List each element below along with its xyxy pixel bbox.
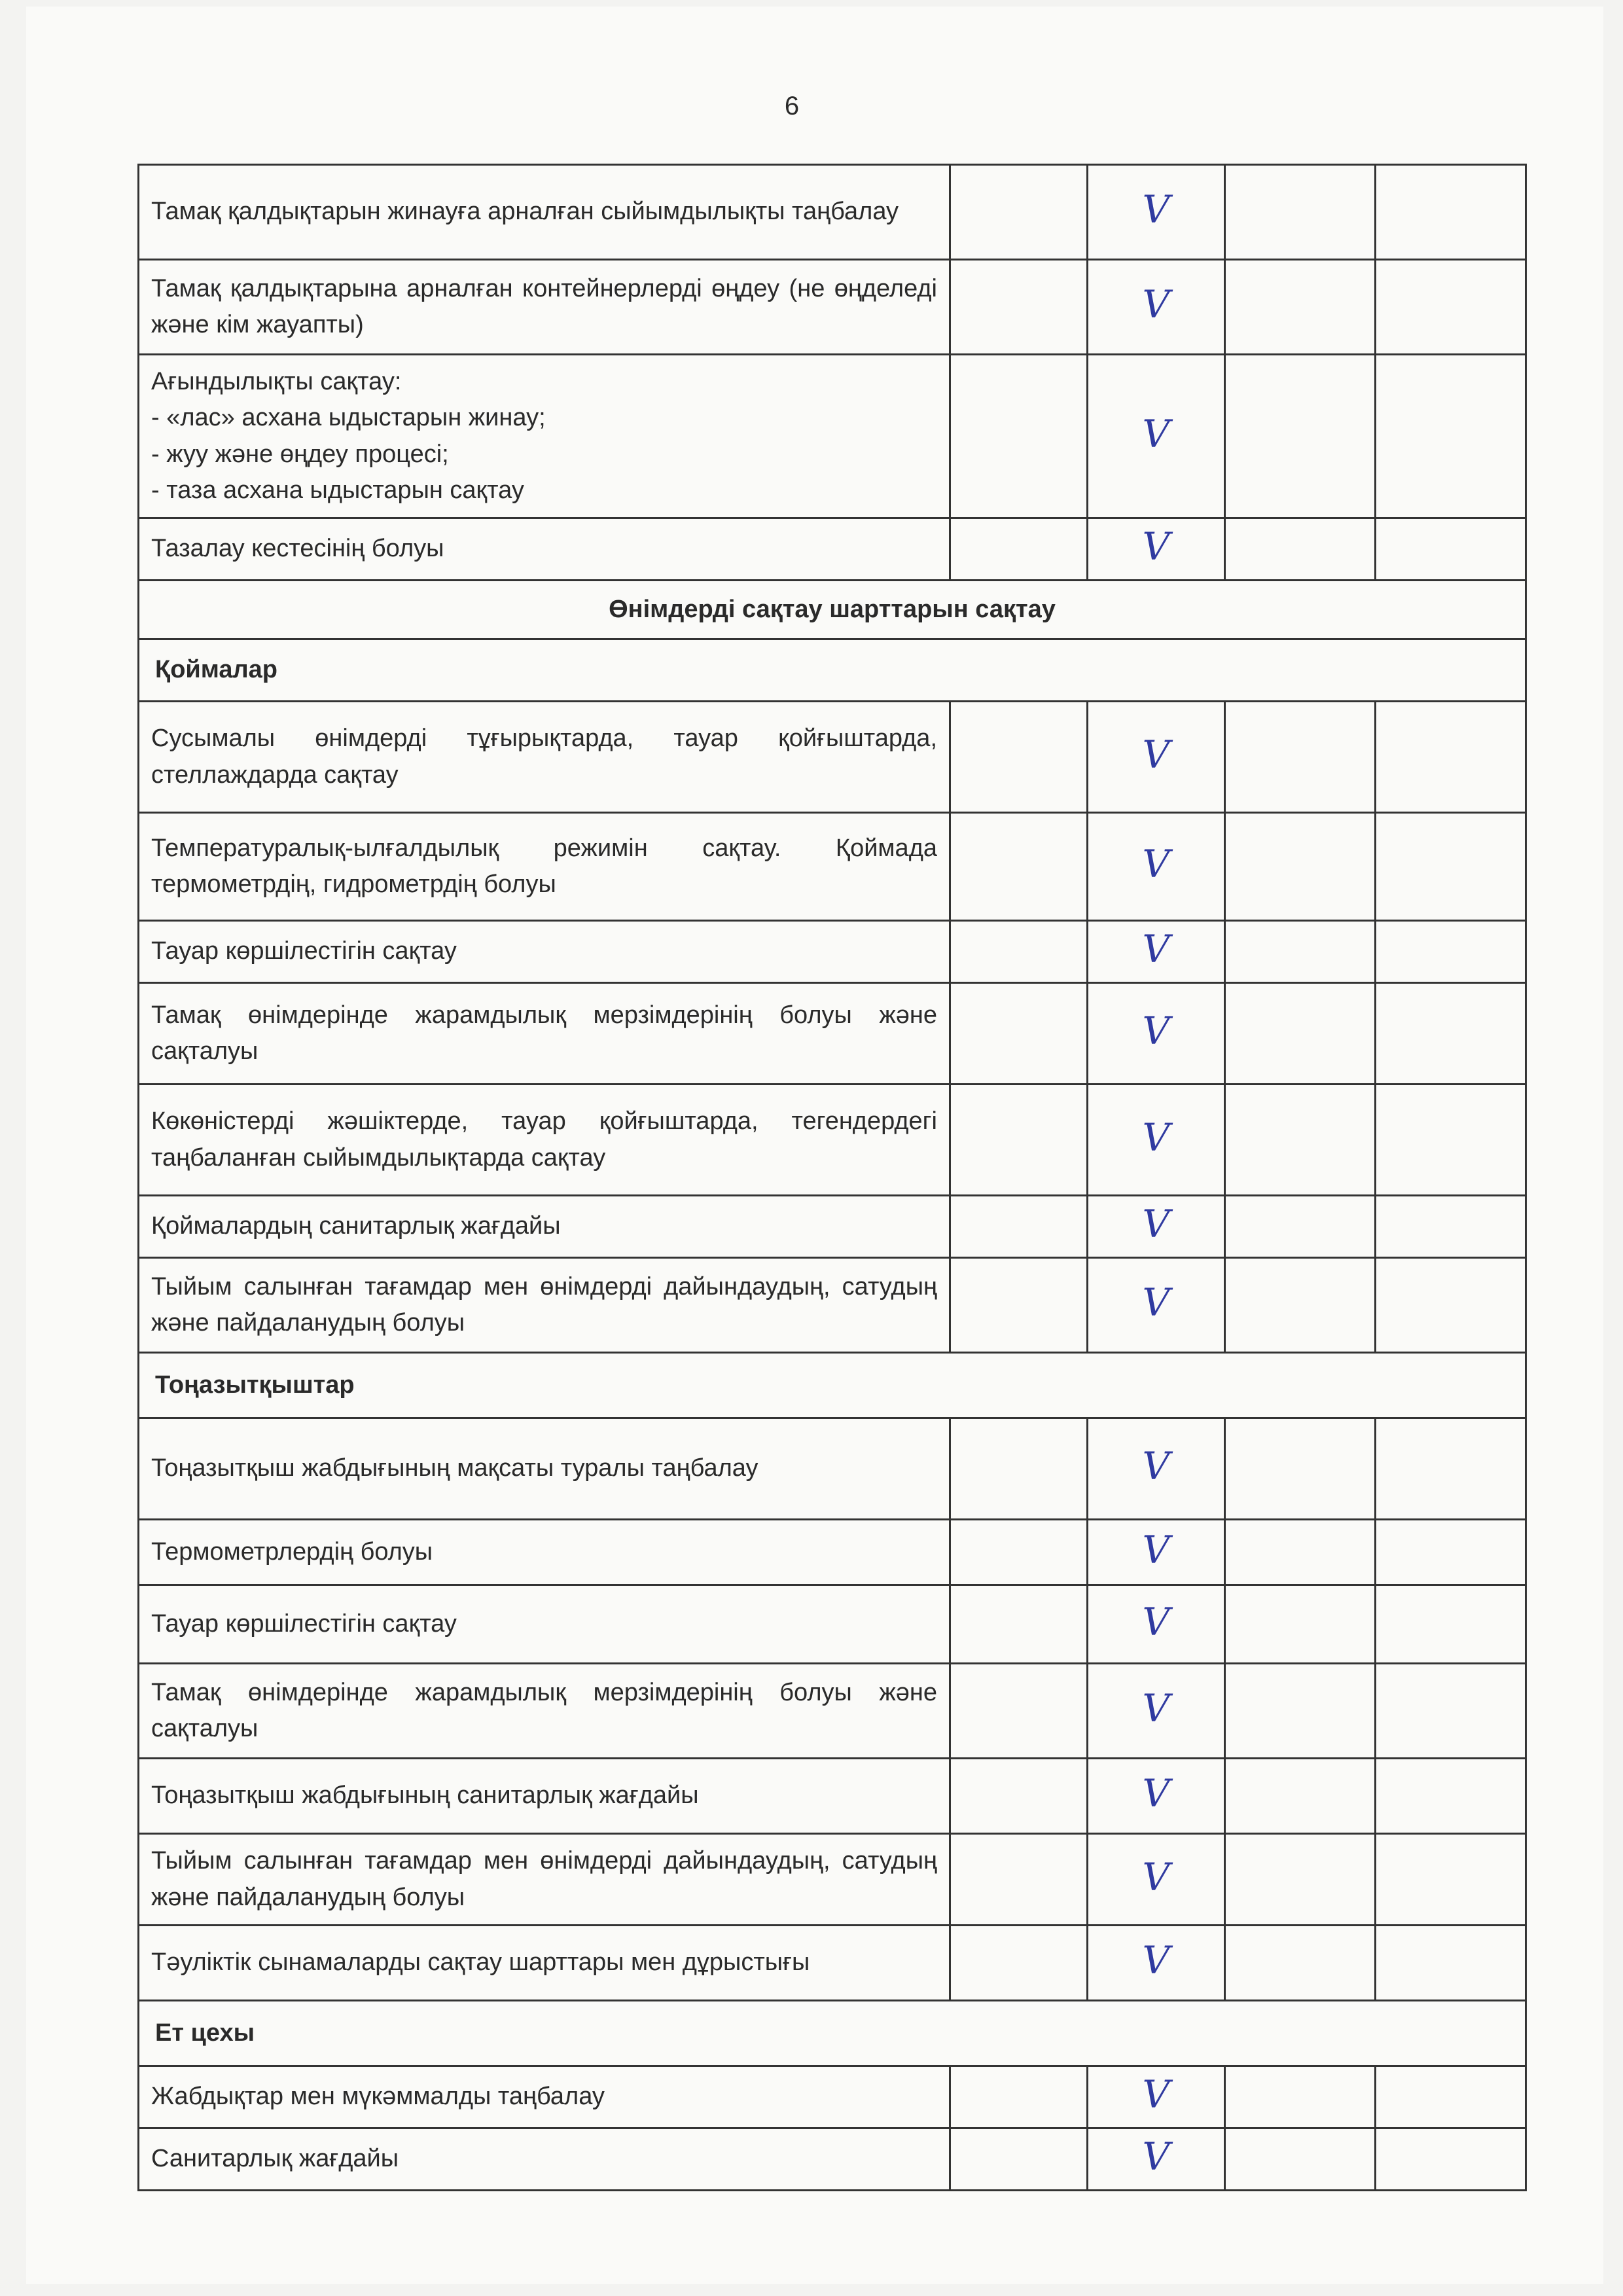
empty-cell (1376, 2128, 1526, 2191)
requirement-text: Қоймалардың санитарлық жағдайы (151, 1212, 561, 1240)
handwritten-check-mark: V (1142, 1599, 1170, 1644)
requirement-text: Көкөністерді жәшіктерде, тауар қойғыштарда, тегендердегі таңбаланған сыйымдылықтарда сақтау (151, 1107, 937, 1172)
empty-cell (950, 2066, 1088, 2128)
empty-cell (1376, 165, 1526, 260)
empty-cell (950, 518, 1088, 581)
empty-cell (950, 813, 1088, 921)
compliance-cell (1088, 1926, 1225, 2001)
handwritten-check-mark: V (1142, 1009, 1170, 1054)
handwritten-check-mark: V (1142, 1771, 1170, 1816)
table-row (139, 1759, 1526, 1834)
empty-cell (1376, 1258, 1526, 1353)
compliance-cell (1088, 2128, 1225, 2191)
table-row (139, 1196, 1526, 1258)
empty-cell (950, 1196, 1088, 1258)
compliance-cell (1088, 983, 1225, 1085)
empty-cell (1376, 355, 1526, 518)
table-row (139, 2066, 1526, 2128)
handwritten-check-mark: V (1142, 411, 1170, 456)
empty-cell (1225, 1926, 1376, 2001)
requirement-text: Тамақ қалдықтарын жинауға арналған сыйымдылықты таңбалау (151, 198, 899, 226)
requirement-text: Тауар көршілестігін сақтау (151, 1609, 457, 1638)
handwritten-check-mark: V (1142, 282, 1170, 327)
table-row (139, 1258, 1526, 1353)
empty-cell (1376, 813, 1526, 921)
handwritten-check-mark: V (1142, 1115, 1170, 1160)
compliance-cell (1088, 165, 1225, 260)
requirement-text: Тамақ өнімдерінде жарамдылық мерзімдерінің болуы және сақталуы (151, 1678, 937, 1742)
handwritten-check-mark: V (1142, 1686, 1170, 1731)
requirement-cell (139, 1418, 950, 1520)
requirement-cell (139, 983, 950, 1085)
requirement-text: Тоңазытқыш жабдығының мақсаты туралы таңбалау (151, 1454, 758, 1482)
compliance-cell (1088, 813, 1225, 921)
empty-cell (950, 1926, 1088, 2001)
subsection-title: Ет цехы (139, 2001, 1526, 2066)
compliance-cell (1088, 1085, 1225, 1196)
requirement-cell (139, 921, 950, 983)
empty-cell (950, 1520, 1088, 1585)
empty-cell (1225, 2128, 1376, 2191)
empty-cell (1376, 518, 1526, 581)
subsection-header-row (139, 2001, 1526, 2066)
table-row (139, 983, 1526, 1085)
compliance-cell (1088, 702, 1225, 813)
empty-cell (1225, 1664, 1376, 1759)
requirement-text: Тамақ қалдықтарына арналған контейнерлерді өңдеу (не өңделеді және кім жауапты) (151, 274, 937, 338)
requirement-text: Температуралық-ылғалдылық режимін сақтау. Қоймада термометрдің, гидрометрдің болуы (151, 834, 937, 898)
empty-cell (1225, 1258, 1376, 1353)
table-row (139, 1664, 1526, 1759)
table-row (139, 1926, 1526, 2001)
requirement-text: - таза асхана ыдыстарын сақтау (151, 476, 524, 504)
handwritten-check-mark: V (1142, 1202, 1170, 1247)
requirement-cell (139, 1926, 950, 2001)
requirement-cell (139, 1258, 950, 1353)
empty-cell (1376, 1418, 1526, 1520)
empty-cell (1225, 355, 1376, 518)
subsection-header-row (139, 1353, 1526, 1418)
empty-cell (950, 921, 1088, 983)
table-row (139, 702, 1526, 813)
empty-cell (1225, 1585, 1376, 1664)
empty-cell (1376, 1520, 1526, 1585)
handwritten-check-mark: V (1142, 2134, 1170, 2179)
table-row (139, 260, 1526, 355)
requirement-text: Ағындылықты сақтау: (151, 368, 402, 396)
requirement-text: Тыйым салынған тағамдар мен өнімдерді дайындаудың, сатудың және пайдаланудың болуы (151, 1847, 937, 1911)
requirement-text: Жабдықтар мен мүкәммалды таңбалау (151, 2083, 605, 2111)
compliance-cell (1088, 260, 1225, 355)
empty-cell (950, 260, 1088, 355)
compliance-cell (1088, 1258, 1225, 1353)
compliance-cell (1088, 921, 1225, 983)
requirement-cell (139, 1196, 950, 1258)
empty-cell (1225, 260, 1376, 355)
requirement-text: Тазалау кестесінің болуы (151, 535, 444, 563)
handwritten-check-mark: V (1142, 187, 1170, 232)
compliance-cell (1088, 355, 1225, 518)
empty-cell (1376, 983, 1526, 1085)
empty-cell (1376, 1834, 1526, 1926)
requirement-cell (139, 2128, 950, 2191)
inspection-checklist-table (137, 164, 1527, 2191)
table-row (139, 1834, 1526, 1926)
empty-cell (950, 1664, 1088, 1759)
requirement-cell (139, 813, 950, 921)
empty-cell (950, 1759, 1088, 1834)
subsection-title: Тоңазытқыштар (139, 1353, 1526, 1418)
table-row (139, 921, 1526, 983)
requirement-cell (139, 1520, 950, 1585)
empty-cell (1225, 1085, 1376, 1196)
compliance-cell (1088, 1196, 1225, 1258)
empty-cell (1225, 1520, 1376, 1585)
requirement-cell (139, 2066, 950, 2128)
empty-cell (950, 1258, 1088, 1353)
empty-cell (950, 1834, 1088, 1926)
compliance-cell (1088, 1418, 1225, 1520)
subsection-header-row (139, 639, 1526, 702)
empty-cell (1376, 2066, 1526, 2128)
requirement-text: - «лас» асхана ыдыстарын жинау; (151, 404, 546, 432)
empty-cell (1225, 1196, 1376, 1258)
compliance-cell (1088, 1759, 1225, 1834)
empty-cell (1225, 1834, 1376, 1926)
empty-cell (1376, 1196, 1526, 1258)
requirement-text: Тәуліктік сынамаларды сақтау шарттары мен дұрыстығы (151, 1948, 810, 1977)
empty-cell (1225, 1759, 1376, 1834)
empty-cell (950, 1085, 1088, 1196)
table-row (139, 1585, 1526, 1664)
handwritten-check-mark: V (1142, 1527, 1170, 1572)
requirement-cell (139, 260, 950, 355)
requirement-text: Сусымалы өнімдерді тұғырықтарда, тауар қойғыштарда, стеллаждарда сақтау (151, 725, 937, 789)
compliance-cell (1088, 2066, 1225, 2128)
requirement-cell (139, 518, 950, 581)
compliance-cell (1088, 1585, 1225, 1664)
empty-cell (1376, 921, 1526, 983)
handwritten-check-mark: V (1142, 842, 1170, 887)
table-row (139, 355, 1526, 518)
section-title: Өнімдерді сақтау шарттарын сақтау (139, 581, 1526, 639)
table-row (139, 1085, 1526, 1196)
checklist-body (139, 165, 1526, 2191)
empty-cell (1376, 1926, 1526, 2001)
table-row (139, 1520, 1526, 1585)
requirement-cell (139, 1085, 950, 1196)
requirement-cell (139, 355, 950, 518)
handwritten-check-mark: V (1142, 1280, 1170, 1325)
empty-cell (1225, 2066, 1376, 2128)
empty-cell (950, 165, 1088, 260)
requirement-cell (139, 165, 950, 260)
empty-cell (1225, 813, 1376, 921)
table-row (139, 2128, 1526, 2191)
requirement-text: Термометрлердің болуы (151, 1537, 433, 1566)
handwritten-check-mark: V (1142, 2072, 1170, 2117)
page-number: 6 (784, 92, 800, 120)
requirement-text: Тамақ өнімдерінде жарамдылық мерзімдерінің болуы және сақталуы (151, 1001, 937, 1065)
empty-cell (950, 2128, 1088, 2191)
empty-cell (1376, 260, 1526, 355)
section-header-row (139, 581, 1526, 639)
table-row (139, 813, 1526, 921)
compliance-cell (1088, 1520, 1225, 1585)
requirement-cell (139, 1664, 950, 1759)
compliance-cell (1088, 1664, 1225, 1759)
empty-cell (1225, 1418, 1376, 1520)
empty-cell (1376, 1759, 1526, 1834)
handwritten-check-mark: V (1142, 1938, 1170, 1983)
empty-cell (1225, 165, 1376, 260)
requirement-text: Санитарлық жағдайы (151, 2145, 399, 2173)
compliance-cell (1088, 1834, 1225, 1926)
handwritten-check-mark: V (1142, 1854, 1170, 1899)
empty-cell (1376, 1085, 1526, 1196)
empty-cell (950, 983, 1088, 1085)
requirement-text: - жуу және өңдеу процесі; (151, 440, 449, 468)
empty-cell (1225, 518, 1376, 581)
requirement-cell (139, 702, 950, 813)
empty-cell (1376, 1664, 1526, 1759)
handwritten-check-mark: V (1142, 1444, 1170, 1489)
empty-cell (1225, 921, 1376, 983)
empty-cell (1376, 702, 1526, 813)
requirement-text: Тыйым салынған тағамдар мен өнімдерді дайындаудың, сатудың және пайдаланудың болуы (151, 1272, 937, 1336)
requirement-text: Тауар көршілестігін сақтау (151, 937, 457, 965)
handwritten-check-mark: V (1142, 524, 1170, 569)
compliance-cell (1088, 518, 1225, 581)
table-row (139, 165, 1526, 260)
handwritten-check-mark: V (1142, 927, 1170, 972)
requirement-text: Тоңазытқыш жабдығының санитарлық жағдайы (151, 1782, 699, 1810)
empty-cell (1225, 983, 1376, 1085)
requirement-cell (139, 1759, 950, 1834)
empty-cell (1376, 1585, 1526, 1664)
requirement-cell (139, 1834, 950, 1926)
requirement-cell (139, 1585, 950, 1664)
table-row (139, 1418, 1526, 1520)
table-row (139, 518, 1526, 581)
empty-cell (950, 1585, 1088, 1664)
empty-cell (950, 1418, 1088, 1520)
handwritten-check-mark: V (1142, 732, 1170, 777)
empty-cell (950, 702, 1088, 813)
empty-cell (1225, 702, 1376, 813)
empty-cell (950, 355, 1088, 518)
subsection-title: Қоймалар (139, 639, 1526, 702)
